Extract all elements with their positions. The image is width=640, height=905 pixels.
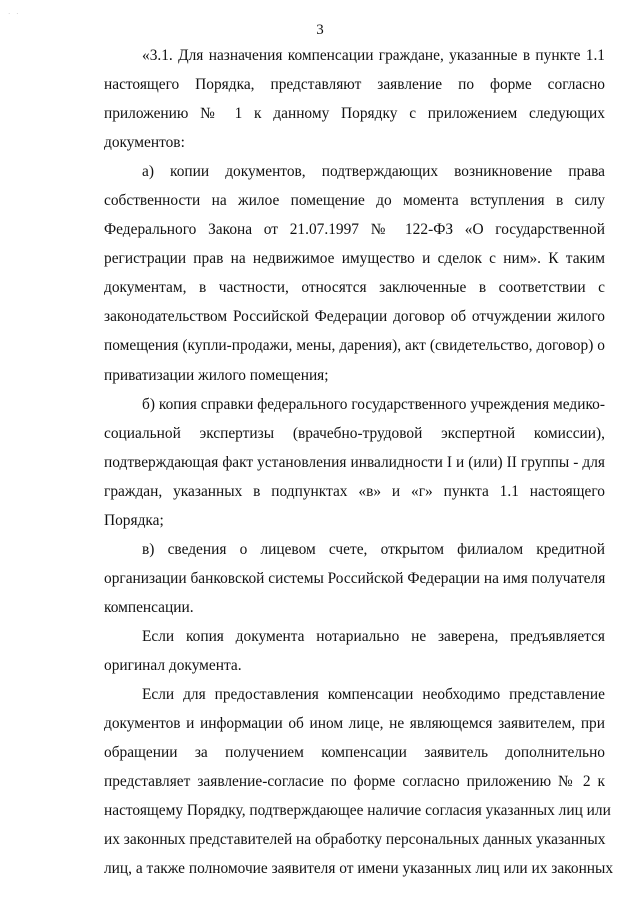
text-line: помещения (купли-продажи, мены, дарения), акт (свидетельство, договор) о — [104, 337, 605, 355]
text-line: законодательством Российской Федерации договор об отчуждении жилого — [104, 308, 605, 326]
text-line: их законных представителей на обработку персональных данных указанных — [104, 831, 606, 849]
paragraph-consent — [104, 680, 614, 883]
paragraph-item-b — [104, 390, 605, 535]
text-line: документов и информации об ином лице, не являющемся заявителем, при — [104, 715, 605, 733]
page-number: 3 — [316, 22, 324, 38]
text-line: компенсации. — [104, 598, 194, 616]
text-line: обращении за получением компенсации заявитель дополнительно — [104, 744, 605, 762]
text-line: Если для предоставления компенсации необходимо представление — [142, 686, 605, 704]
paragraph-item-v — [104, 535, 605, 622]
text-line: в) сведения о лицевом счете, открытом филиалом кредитной — [142, 540, 605, 558]
text-line: Порядка; — [104, 511, 164, 529]
text-line: настоящего Порядка, представляют заявление по форме согласно — [104, 76, 605, 94]
text-line: настоящему Порядку, подтверждающее наличие согласия указанных лиц или — [104, 802, 611, 820]
corner-mark: · · — [8, 10, 21, 18]
text-line: приложению № 1 к данному Порядку с приложением следующих — [104, 105, 605, 123]
text-line: Если копия документа нотариально не заверена, предъявляется — [142, 627, 605, 645]
text-line: б) копия справки федерального государственного учреждения медико- — [142, 395, 605, 413]
text-line: организации банковской системы Российской Федерации на имя получателя — [104, 569, 606, 587]
paragraph-item-a — [104, 157, 605, 389]
text-line: документам, в частности, относятся заключенные в соответствии с — [104, 279, 605, 297]
paragraph-3-1-intro — [104, 41, 605, 157]
text-line: социальной экспертизы (врачебно-трудовой экспертной комиссии), — [104, 424, 605, 442]
text-line: лиц, а также полномочие заявителя от имени указанных лиц или их законных — [104, 860, 614, 878]
text-line: собственности на жилое помещение до момента вступления в силу — [104, 192, 605, 210]
document-body — [104, 41, 614, 883]
text-line: «3.1. Для назначения компенсации граждане, указанные в пункте 1.1 — [142, 47, 605, 64]
text-line: регистрации прав на недвижимое имущество и сделок с ним». К таким — [104, 250, 605, 268]
text-line: представляет заявление-согласие по форме согласно приложению № 2 к — [104, 773, 605, 791]
text-line: приватизации жилого помещения; — [104, 366, 329, 384]
text-line: граждан, указанных в подпунктах «в» и «г» пункта 1.1 настоящего — [104, 482, 605, 500]
text-line: а) копии документов, подтверждающих возникновение права — [142, 163, 605, 181]
text-line: оригинал документа. — [104, 656, 242, 674]
text-line: подтверждающая факт установления инвалидности I и (или) II группы - для — [104, 453, 605, 471]
text-line: документов: — [104, 134, 185, 152]
paragraph-notary — [104, 622, 605, 680]
text-line: Федерального Закона от 21.07.1997 № 122-ФЗ «О государственной — [104, 221, 605, 239]
